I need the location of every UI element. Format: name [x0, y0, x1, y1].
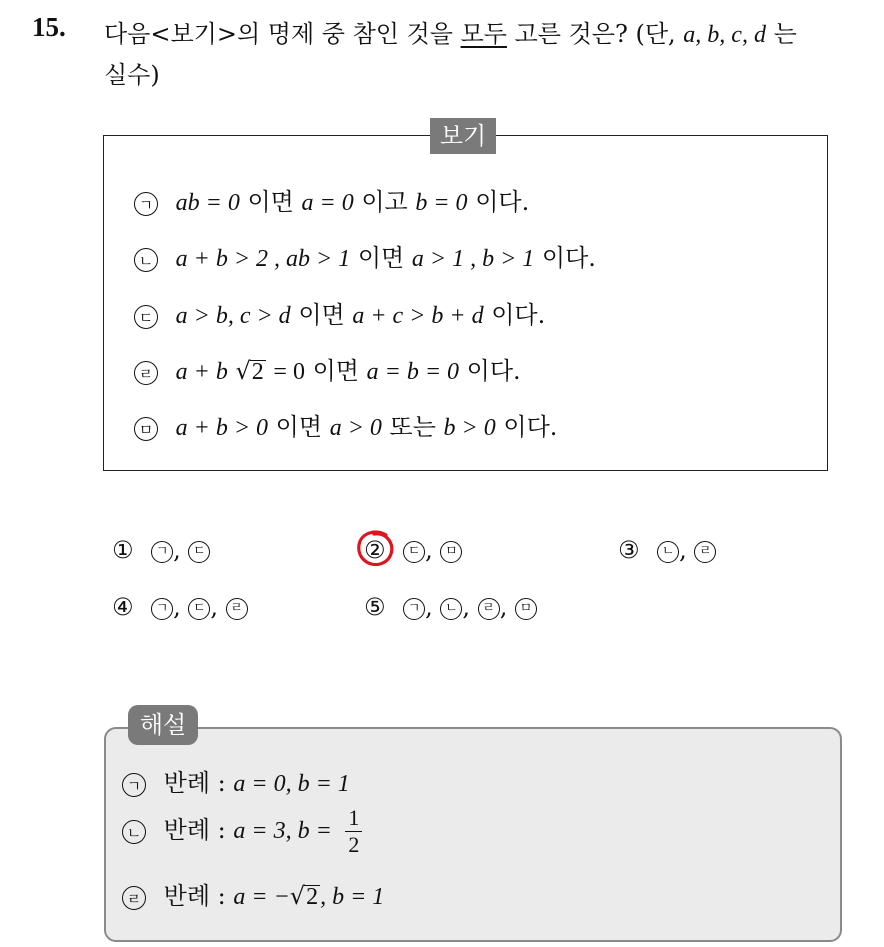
statement-4: ㄹ a + b √2 = 0 이면 a = b = 0 이다. [134, 356, 521, 387]
solution-line-2: ㄴ 반례 : a = 3, b = $\frac{1}{2}$ [122, 805, 362, 858]
answer-circle-icon [355, 527, 397, 569]
mark-giyeok-icon: ㄱ [134, 192, 158, 216]
choice-4[interactable]: ④ ㄱ , ㄷ , ㄹ [112, 593, 248, 621]
solution-label: 해설 [128, 705, 198, 745]
mark-rieul-icon: ㄹ [122, 886, 146, 910]
choice-1[interactable]: ① ㄱ , ㄷ [112, 536, 210, 564]
emphasis-word: 모두 [460, 20, 507, 48]
question-text: 다음<보기>의 명제 중 참인 것을 모두 고른 것은? (단, a, b, c, d 는 실수) [104, 20, 797, 89]
mark-nieun-icon: ㄴ [122, 820, 146, 844]
mark-mieum-icon: ㅁ [134, 417, 158, 441]
statement-5: ㅁ a + b > 0 이면 a > 0 또는 b > 0 이다. [134, 412, 557, 443]
question-number: 15. [32, 12, 66, 42]
choice-5[interactable]: ⑤ ㄱ , ㄴ , ㄹ , ㅁ [364, 593, 537, 621]
statement-2: ㄴ a + b > 2 , ab > 1 이면 a > 1 , b > 1 이다. [134, 243, 596, 274]
statement-3: ㄷ a > b, c > d 이면 a + c > b + d 이다. [134, 300, 545, 331]
fraction: $\frac{1}{2}$ [345, 805, 362, 858]
choice-3[interactable]: ③ ㄴ , ㄹ [618, 536, 716, 564]
mark-giyeok-icon: ㄱ [122, 773, 146, 797]
mark-nieun-icon: ㄴ [134, 248, 158, 272]
mark-digeut-icon: ㄷ [134, 305, 158, 329]
bogi-label: 보기 [430, 118, 496, 154]
solution-line-1: ㄱ 반례 : a = 0, b = 1 [122, 763, 350, 798]
mark-rieul-icon: ㄹ [134, 361, 158, 385]
choice-2[interactable]: ② ㄷ , ㅁ [364, 536, 462, 564]
solution-line-3: ㄹ 반례 : a = −√2, b = 1 [122, 876, 384, 911]
statement-1: ㄱ ab = 0 이면 a = 0 이고 b = 0 이다. [134, 187, 529, 218]
